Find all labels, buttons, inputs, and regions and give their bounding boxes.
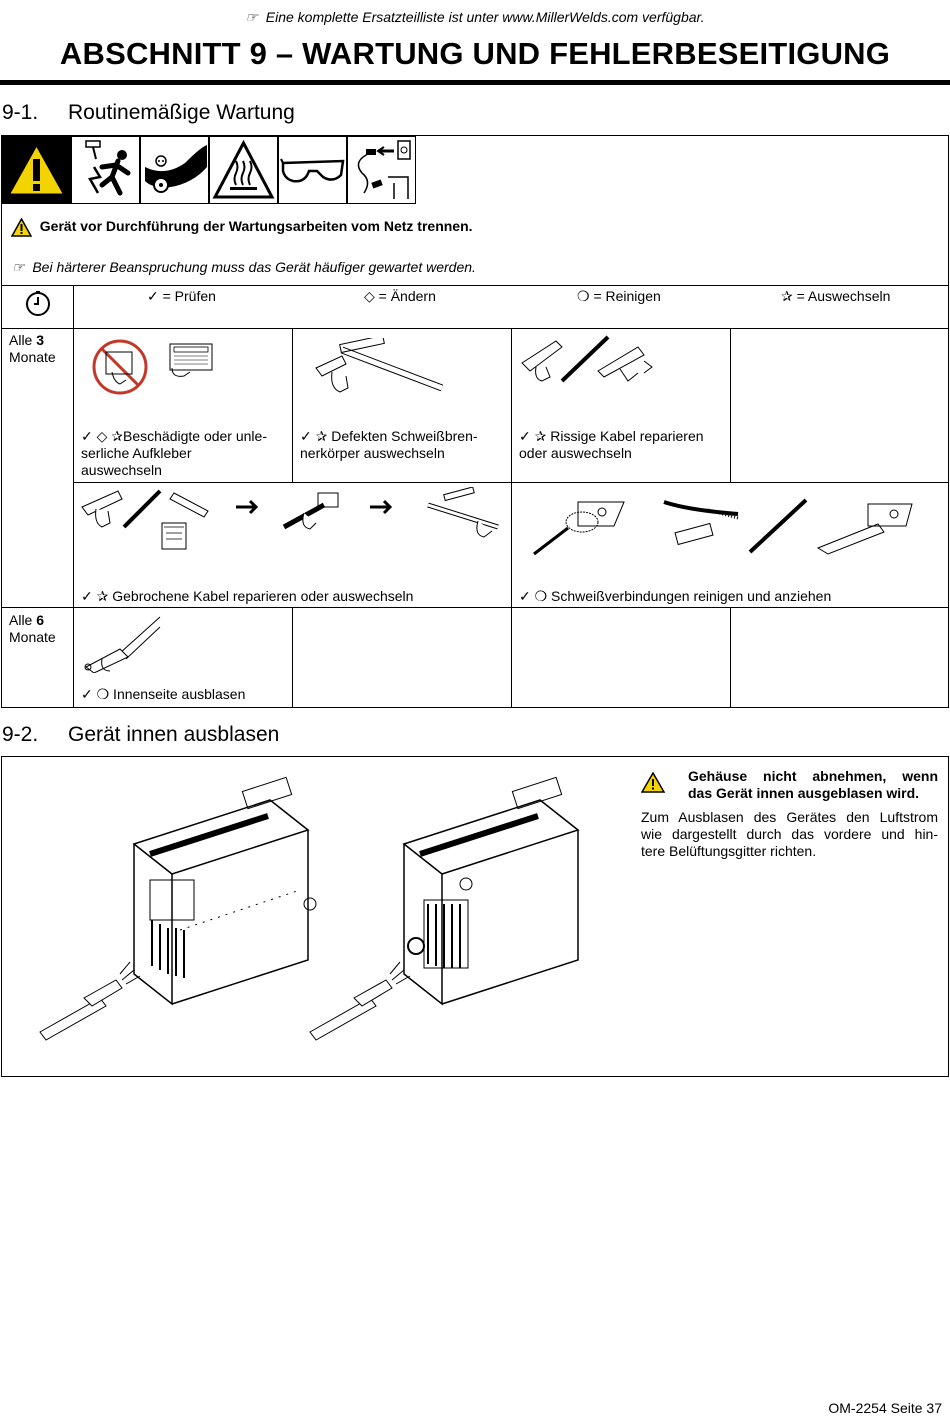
section-title: Gerät innen ausblasen [68,723,280,746]
legend-change: ◇ = Ändern [364,288,436,304]
housing-warning-line-1: Gehäuse nicht abnehmen, wenn [688,768,938,784]
cable-illustration [516,333,666,388]
hot-surface-icon [209,136,278,204]
blow-gun-illustration [80,613,165,673]
instruction-line: tere Belüftungsgitter richten. [641,843,817,859]
header-note-text: Eine komplette Ersatzteilliste ist unter www.MillerWelds.com verfügbar. [265,9,705,25]
table-rule [730,328,731,483]
caption-line: oder auswechseln [519,445,632,461]
broken-cable-illustration [78,487,508,555]
warning-triangle-small-icon [11,218,32,237]
caption-line: ✓ ✰ Defekten Schweißbren- [300,428,478,444]
instruction-line: Zum Ausblasen des Gerätes den Luftstrom [641,809,938,825]
pointing-hand-icon: ☞ [245,9,258,25]
instruction-line: wie dargestellt durch das vordere und hin- [641,826,938,842]
table-rule [1,328,949,329]
legend-replace: ✰ = Auswechseln [781,288,891,304]
table-rule [73,285,74,708]
title-rule [0,80,950,85]
caption-line: ✓ ✰ Rissige Kabel reparieren [519,428,704,444]
caption-weld-connections: ✓ ❍ Schweißverbindungen reinigen und anziehen [519,588,832,604]
table-rule [730,607,731,708]
housing-warning [688,768,938,802]
caption-blow-out: ✓ ❍ Innenseite ausblasen [81,686,246,702]
warning-triangle-icon [641,772,665,793]
interval-prefix: Alle [9,332,37,348]
housing-warning-line-2: das Gerät innen ausgeblasen wird. [688,785,920,801]
interval-unit: Monate [9,629,56,645]
caption-broken-cables: ✓ ✰ Gebrochene Kabel reparieren oder auswechseln [81,588,414,604]
welder-rear-illustration [300,770,600,1050]
caption-line: serliche Aufkleber [81,445,192,461]
page-title: ABSCHNITT 9 – WARTUNG UND FEHLERBESEITIGUNG [59,36,891,71]
interval-unit: Monate [9,349,56,365]
interval-3-months [9,332,56,366]
caption-line: nerkörper auswechseln [300,445,445,461]
section-9-2-heading [2,723,279,747]
pointing-hand-icon: ☞ [12,259,25,275]
section-number: 9-1. [2,101,39,124]
disconnect-plug-icon [347,136,416,204]
interval-prefix: Alle [9,612,37,628]
section-title: Routinemäßige Wartung [68,101,295,124]
legend-clean: ❍ = Reinigen [577,288,661,304]
usage-note-text: Bei härterer Beanspruchung muss das Gerät häufiger gewartet werden. [32,259,476,275]
table-rule [292,328,293,483]
safety-glasses-icon [278,136,347,204]
electric-shock-icon [71,136,140,204]
caption-torch [300,428,478,462]
clock-icon [25,291,51,317]
disconnect-warning [11,218,473,237]
weld-connections-illustration [528,492,928,560]
interval-6-months [9,612,56,646]
labels-illustration [92,338,217,398]
table-rule [1,607,949,608]
torch-body-illustration [312,338,452,400]
header-note [0,9,950,26]
table-rule [292,607,293,708]
caption-line: auswechseln [81,462,162,478]
blow-out-instructions [641,809,938,860]
section-9-1-heading [2,101,295,125]
table-rule [511,328,512,708]
usage-note [12,259,476,276]
caption-cables [519,428,704,462]
legend-check: ✓ = Prüfen [147,288,216,304]
moving-parts-icon [140,136,209,204]
welder-front-illustration [30,770,330,1050]
page-number: OM-2254 Seite 37 [828,1400,942,1416]
interval-number: 6 [36,612,45,628]
section-number: 9-2. [2,723,39,746]
caption-line: ✓ ◇ ✰Beschädigte oder unle- [81,428,267,444]
interval-number: 3 [36,332,45,348]
warning-triangle-icon [2,136,71,204]
caption-labels [81,428,267,479]
disconnect-warning-text: Gerät vor Durchführung der Wartungsarbeiten vom Netz trennen. [39,218,473,234]
